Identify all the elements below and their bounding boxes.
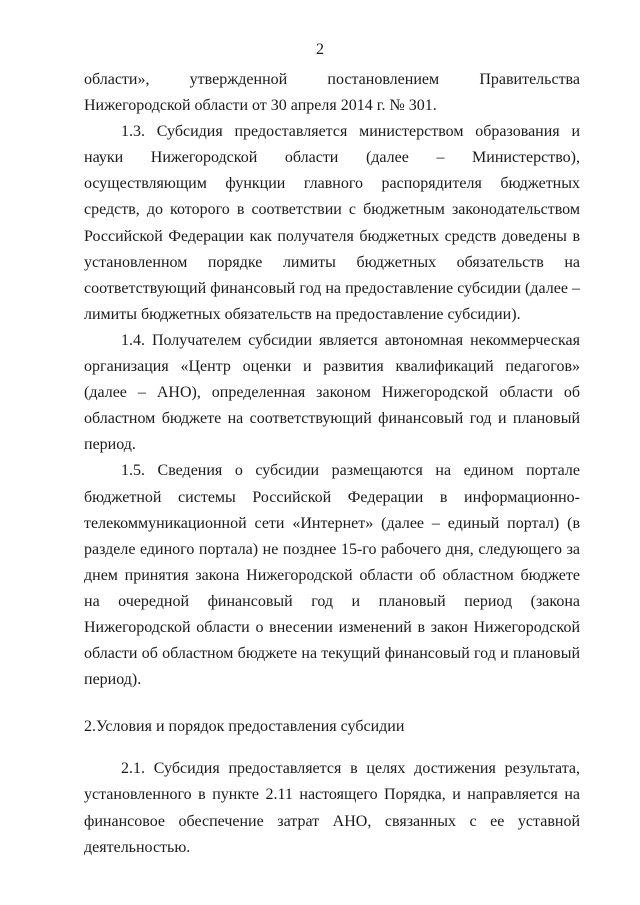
paragraph-continuation: области», утвержденной постановлением Правительства Нижегородской области от 30 апреля 2014 г. № 301. (84, 71, 580, 115)
document-body (84, 67, 580, 861)
paragraph-1-5: 1.5. Сведения о субсидии размещаются на едином портале бюджетной системы Российской Федерации в информационно-телекоммуникационной сети «Интернет» (далее – единый портал) (в разделе единого портала) не позднее 15-го рабочего дня, следующего за днем принятия закона Нижегородской области об областном бюджете на очередной финансовый год и плановый период (закона Нижегородской области о внесении изменений в закон Нижегородской области об областном бюджете на текущий финансовый год и плановый период). (84, 462, 580, 689)
paragraph-2-1: 2.1. Субсидия предоставляется в целях достижения результата, установленного в пункте 2.11 настоящего Порядка, и направляется на финансовое обеспечение затрат АНО, связанных с ее уставной деятельностью. (84, 760, 580, 856)
page-number: 2 (316, 41, 324, 58)
section-heading-2: 2.Условия и порядок предоставления субсидии (84, 718, 405, 736)
paragraph-1-4: 1.4. Получателем субсидии является автономная некоммерческая организация «Центр оценки и развития квалификаций педагогов» (далее – АНО), определенная законом Нижегородской области об областном бюджете на соответствующий финансовый год и плановый период. (84, 331, 580, 454)
paragraph-1-3: 1.3. Субсидия предоставляется министерством образования и науки Нижегородской области (далее – Министерство), осуществляющим функции главного распорядителя бюджетных средств, до которого в соответствии с бюджетным законодательством Российской Федерации как получателя бюджетных средств доведены в установленном порядке лимиты бюджетных обязательств на соответствующий финансовый год на предоставление субсидии (далее – лимиты бюджетных обязательств на предоставление субсидии). (84, 123, 580, 323)
